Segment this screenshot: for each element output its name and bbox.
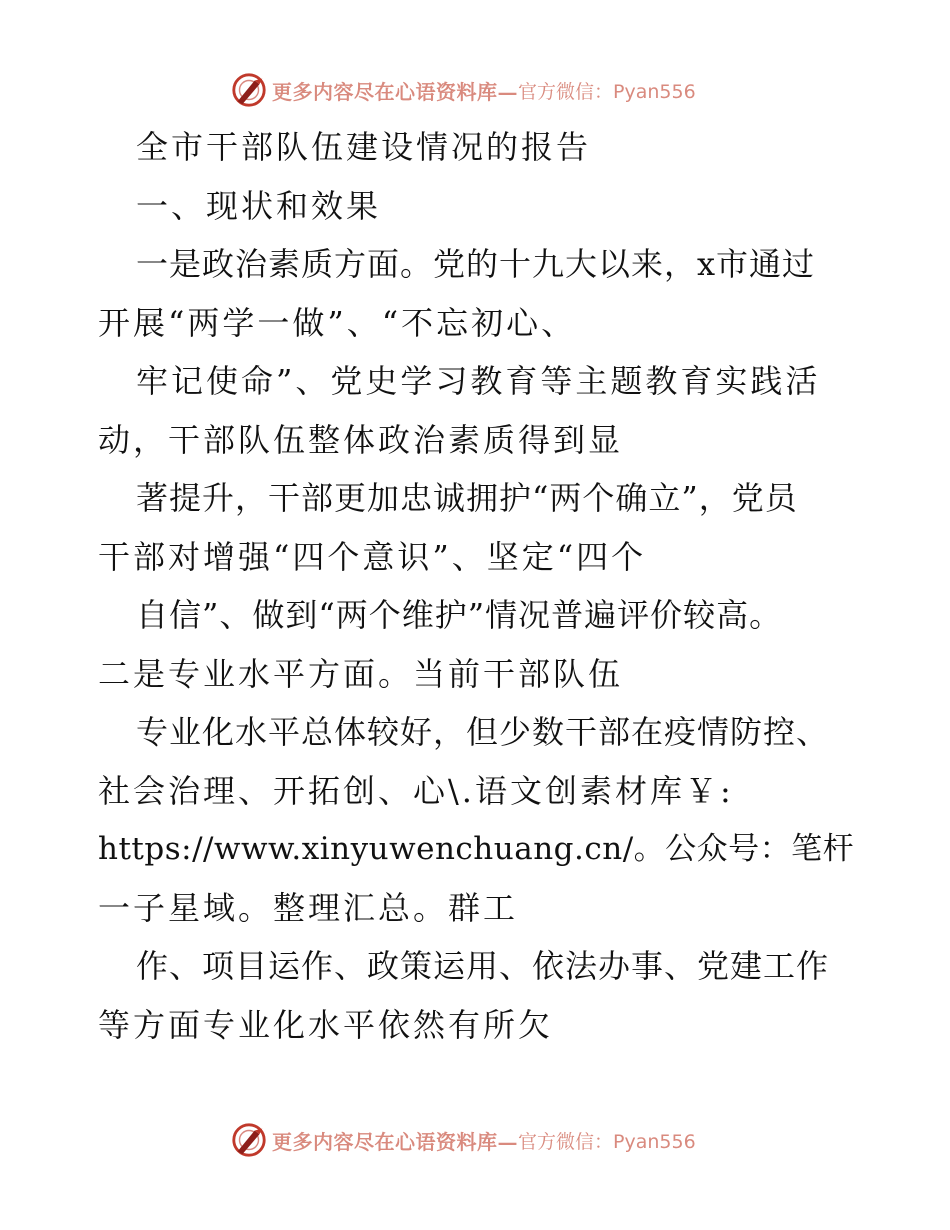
- paragraph-line: 开展“两学一做”、“不忘初心、: [98, 303, 577, 342]
- banner-text: 更多内容尽在心语资料库—: [272, 79, 518, 104]
- paragraph-line: 自信”、做到“两个维护”情况普遍评价较高。: [136, 596, 783, 634]
- section-heading: 一、现状和效果: [136, 186, 382, 225]
- paragraph-line: 著提升，干部更加忠诚拥护“两个确立”，党员: [136, 479, 798, 517]
- banner-contact: 官方微信：Pyan556: [518, 80, 696, 103]
- paragraph-line: 作、项目运作、政策运用、依法办事、党建工作: [136, 947, 830, 985]
- paragraph-line: 二是专业水平方面。当前干部队伍: [98, 654, 624, 693]
- paragraph-line: 干部对增强“四个意识”、坚定“四个: [98, 537, 647, 576]
- paragraph-line: 一子星域。整理汇总。群工: [98, 888, 519, 927]
- footer-banner: [230, 1118, 750, 1162]
- document-title: 全市干部队伍建设情况的报告: [136, 128, 592, 166]
- paragraph-line: 社会治理、开拓创、心\.语文创素材库￥:: [98, 771, 734, 810]
- paragraph-line: 一是政治素质方面。党的十九大以来，x市通过: [136, 245, 816, 283]
- paragraph-line: https://www.xinyuwenchuang.cn/。公众号：笔杆: [98, 831, 855, 867]
- header-banner: [230, 68, 750, 112]
- pen-logo-icon: [230, 71, 268, 109]
- paragraph-line: 牢记使命”、党史学习教育等主题教育实践活: [136, 362, 821, 400]
- paragraph-line: 等方面专业化水平依然有所欠: [98, 1005, 554, 1044]
- banner-text: 更多内容尽在心语资料库—: [272, 1129, 518, 1154]
- banner-contact: 官方微信：Pyan556: [518, 1130, 696, 1153]
- paragraph-line: 专业化水平总体较好，但少数干部在疫情防控、: [136, 713, 830, 751]
- paragraph-line: 动，干部队伍整体政治素质得到显: [98, 420, 624, 459]
- pen-logo-icon: [230, 1121, 268, 1159]
- document-body: [98, 118, 858, 1054]
